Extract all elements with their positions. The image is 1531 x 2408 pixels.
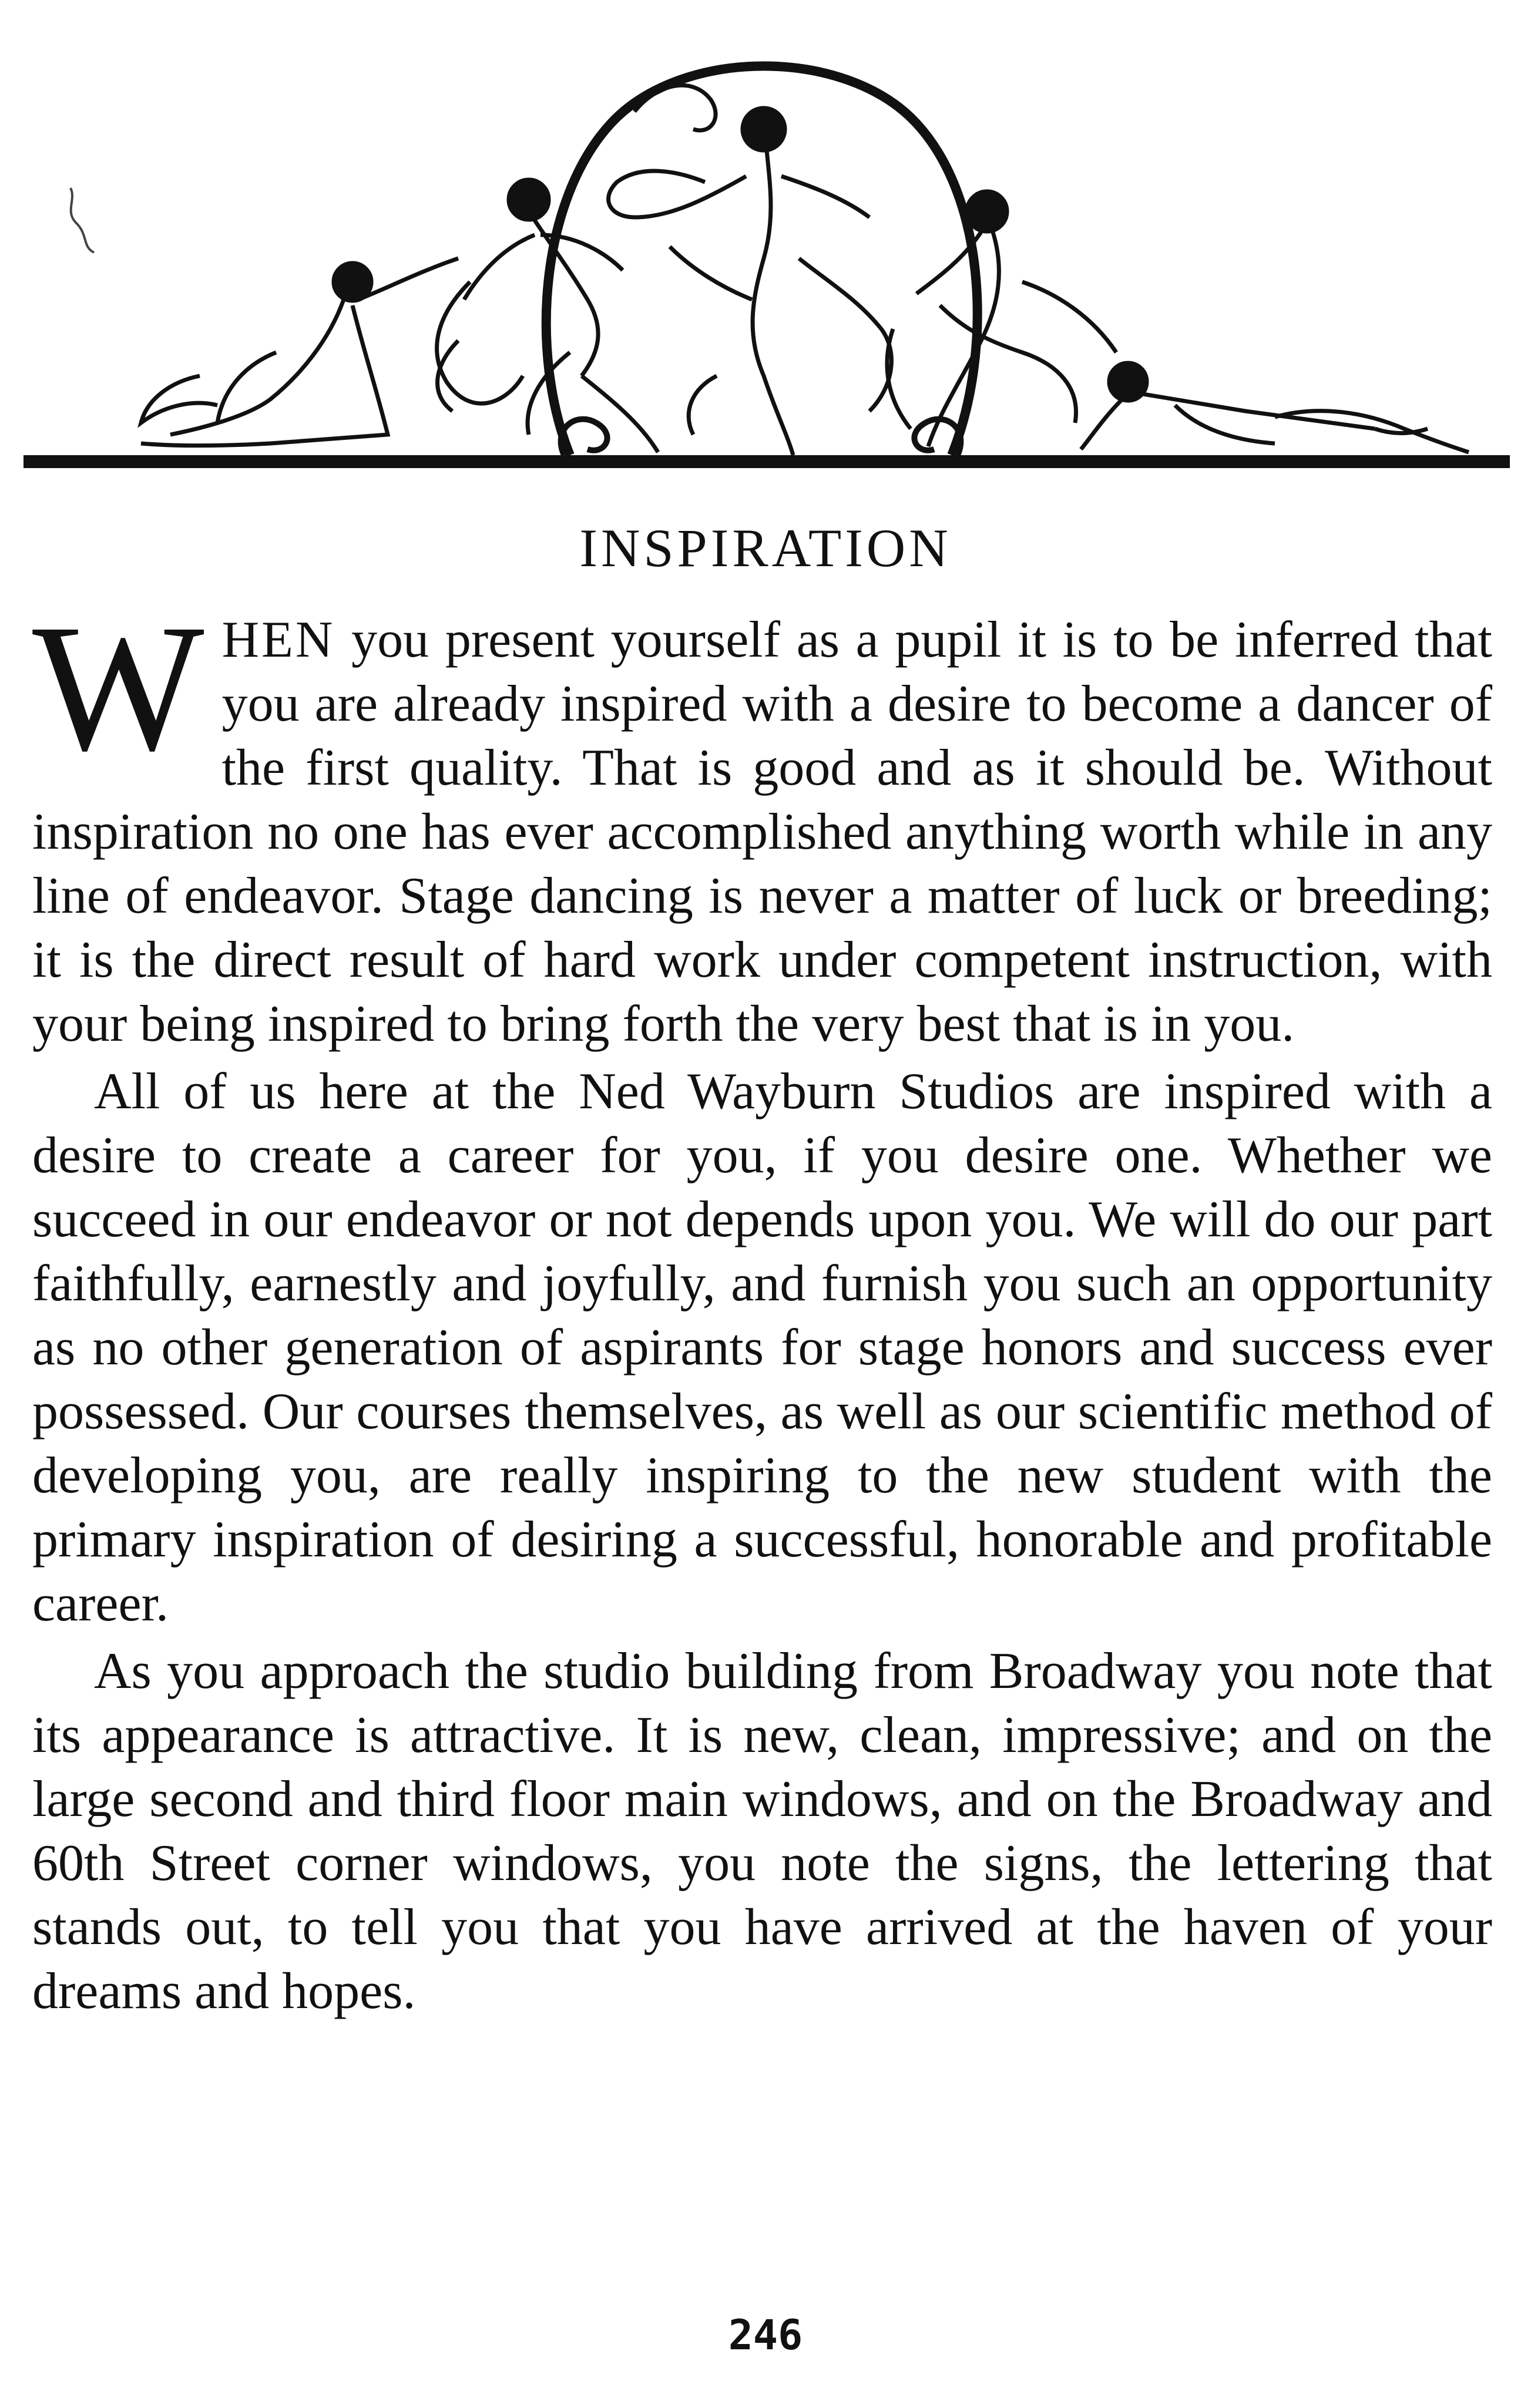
- paragraph-1-text: you present yourself as a pupil it is to be inferred that you are already inspired with a desire to become a dancer of the first quality. That is good and as it should be. Without inspiration no one has ever accomplished anything worth while in any line of endeavor. Stage dancing is never a matter of luck or breeding; it is the direct result of hard work under competent instruction, with your being inspired to bring forth the very best that is in you.: [32, 611, 1492, 1052]
- dancer-reclining-right: [1081, 363, 1469, 452]
- chapter-title: INSPIRATION: [579, 518, 952, 578]
- ornament-squiggle: [70, 188, 94, 253]
- dancer-kneeling-left: [141, 258, 458, 446]
- page-number: 246: [728, 2311, 803, 2359]
- dancers-ornament-illustration: [23, 23, 1510, 493]
- paragraph-1: [32, 587, 1492, 1056]
- dancer-center-scarf: [609, 85, 892, 455]
- dancer-spinning: [887, 191, 1116, 446]
- body-text: [32, 587, 1492, 2027]
- drop-cap: W: [32, 587, 204, 789]
- ornament-base-rule: [23, 455, 1510, 468]
- paragraph-1-lead: HEN: [221, 611, 335, 668]
- paragraph-3: As you approach the studio building from Broadway you note that its appearance is attractive. It is new, clean, impressive; and on the large second and third floor main windows, and on the Broadway and 60th Street corner windows, you note the signs, the lettering that stands out, to tell you that you have arrived at the haven of your dreams and hopes.: [32, 1643, 1492, 2020]
- paragraph-2: All of us here at the Ned Wayburn Studios are inspired with a desire to create a career for you, if you desire one. Whether we succeed in our endeavor or not depends upon you. We will do our part faithfully, earnestly and joyfully, and furnish you such an opportunity as no other generation of aspirants for stage honors and success ever possessed. Our courses themselves, as well as our scientific method of developing you, are really inspiring to the new student with the primary inspiration of desiring a successful, honorable and profitable career.: [32, 1063, 1492, 1632]
